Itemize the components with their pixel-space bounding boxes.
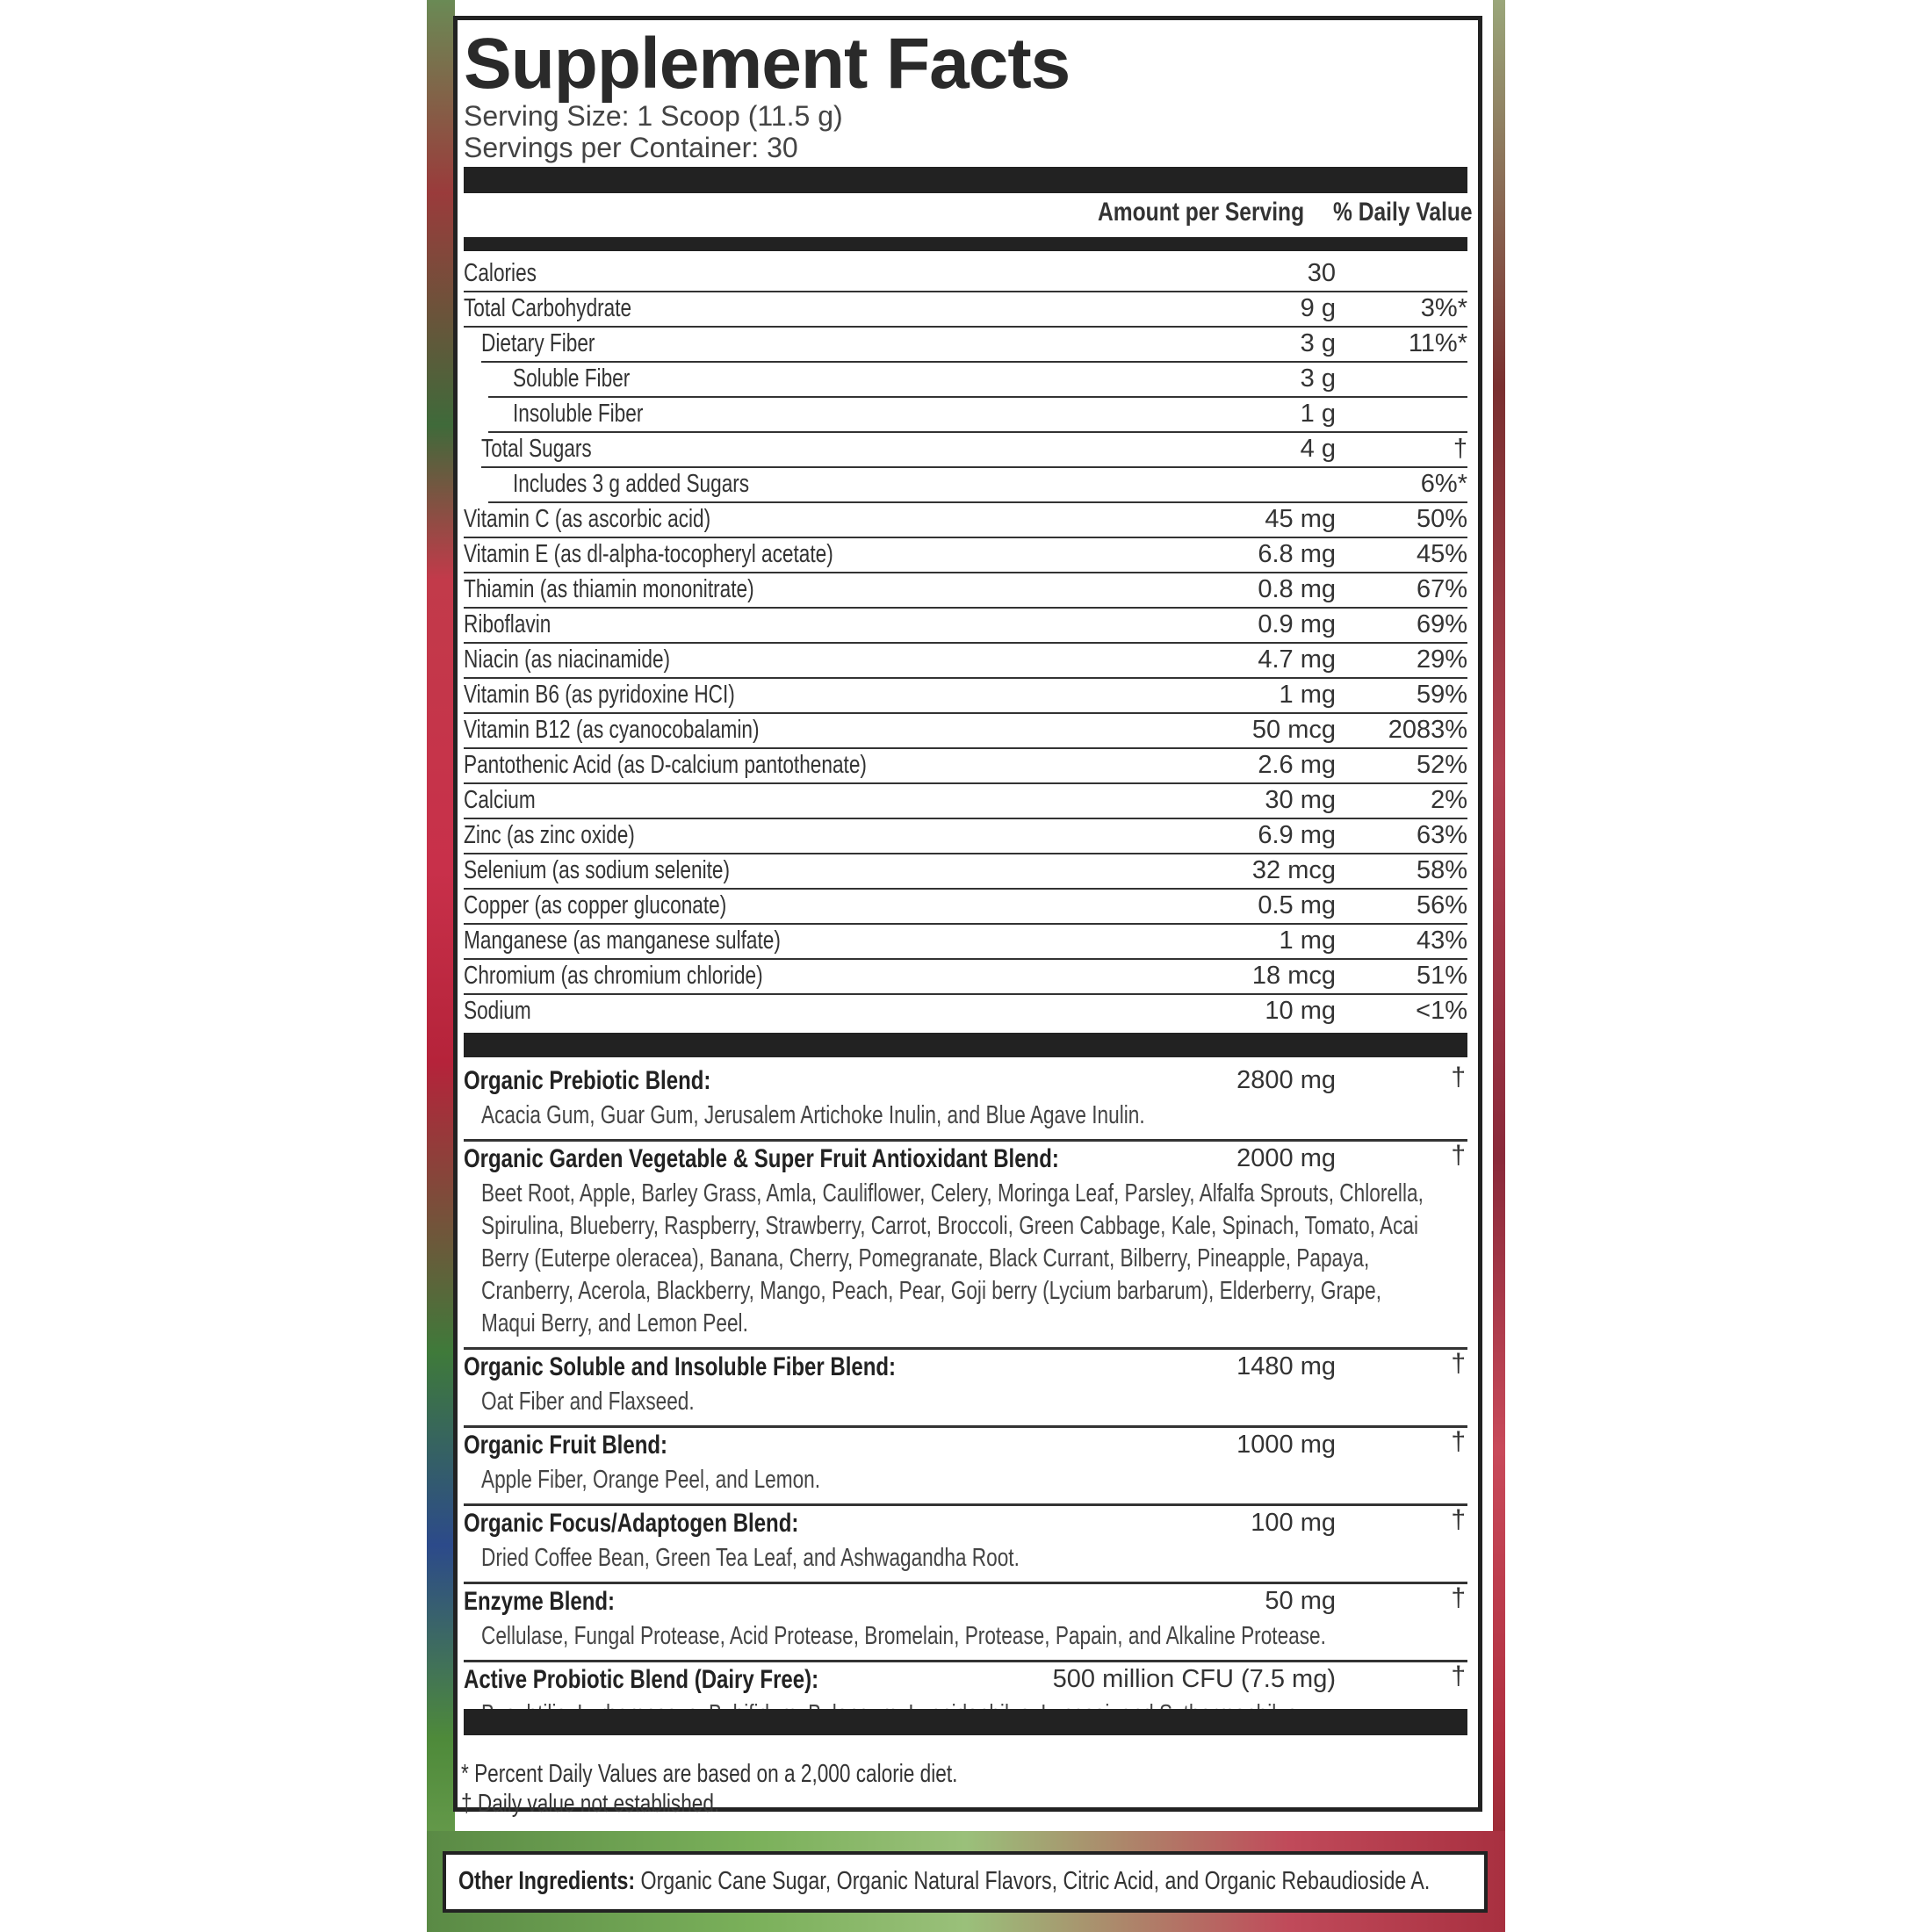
nutrient-daily-value: 59% bbox=[1416, 681, 1467, 709]
blend-name: Organic Garden Vegetable & Super Fruit Antioxidant Blend: bbox=[464, 1144, 1059, 1173]
nutrient-daily-value: 63% bbox=[1416, 821, 1467, 849]
nutrient-row bbox=[464, 853, 1467, 890]
nutrient-amount: 2.6 mg bbox=[1258, 751, 1336, 779]
nutrient-label: Vitamin E (as dl-alpha-tocopheryl acetate) bbox=[464, 540, 833, 568]
blend-name: Organic Prebiotic Blend: bbox=[464, 1066, 711, 1095]
nutrient-label: Vitamin B6 (as pyridoxine HCI) bbox=[464, 681, 735, 709]
amount-header: Amount per Serving bbox=[1098, 198, 1305, 227]
nutrient-daily-value: 67% bbox=[1416, 575, 1467, 603]
nutrient-label: Sodium bbox=[464, 997, 531, 1025]
blend-ingredients: Beet Root, Apple, Barley Grass, Amla, Cauliflower, Celery, Moringa Leaf, Parsley, Alfalfa Sprouts, Chlorella, Spirulina, Blueberry, Raspberry, Strawberry, Carrot, Broccoli, Green Cabbage, Kale, Spinach, Tomato, Acai Berry (Euterpe oleracea), Banana, Cherry, Pomegranate, Black Currant, Bilberry, Pineapple, Papaya, Cranberry, Acerola, Blackberry, Mango, Peach, Pear, Goji berry (Lycium barbarum), Elderberry, Grape, Maqui Berry, and Lemon Peel. bbox=[481, 1179, 1424, 1337]
blend-ingredients: Apple Fiber, Orange Peel, and Lemon. bbox=[481, 1466, 821, 1494]
nutrient-amount: 4.7 mg bbox=[1258, 645, 1336, 674]
nutrient-label: Dietary Fiber bbox=[481, 329, 595, 357]
blend-name: Organic Soluble and Insoluble Fiber Blend: bbox=[464, 1352, 897, 1381]
blend-dagger: † bbox=[1451, 1583, 1466, 1612]
nutrient-row bbox=[464, 291, 1467, 328]
nutrient-label: Thiamin (as thiamin mononitrate) bbox=[464, 575, 754, 603]
blend-row bbox=[464, 1349, 1467, 1428]
nutrient-label: Zinc (as zinc oxide) bbox=[464, 821, 635, 849]
nutrient-row bbox=[464, 642, 1467, 679]
footnote-percent: * Percent Daily Values are based on a 2,000 calorie diet. bbox=[461, 1760, 958, 1788]
nutrient-row bbox=[464, 712, 1467, 749]
nutrient-amount: 0.9 mg bbox=[1258, 610, 1336, 638]
blend-ingredients: Cellulase, Fungal Protease, Acid Protease, Bromelain, Protease, Papain, and Alkaline Protease. bbox=[481, 1622, 1326, 1650]
nutrient-amount: 30 mg bbox=[1265, 786, 1336, 814]
blend-row bbox=[464, 1063, 1467, 1142]
blend-name: Organic Fruit Blend: bbox=[464, 1431, 668, 1460]
blend-dagger: † bbox=[1451, 1427, 1466, 1456]
nutrient-row bbox=[464, 607, 1467, 644]
footnote-dagger: † Daily value not established. bbox=[461, 1790, 720, 1818]
nutrient-label: Niacin (as niacinamide) bbox=[464, 645, 671, 674]
blend-amount: 2800 mg bbox=[1236, 1066, 1336, 1094]
nutrient-daily-value: 69% bbox=[1416, 610, 1467, 638]
blend-name: Active Probiotic Blend (Dairy Free): bbox=[464, 1665, 819, 1694]
nutrient-label: Insoluble Fiber bbox=[513, 400, 644, 428]
blend-dagger: † bbox=[1451, 1141, 1466, 1170]
nutrient-label: Pantothenic Acid (as D-calcium pantothenate) bbox=[464, 751, 867, 779]
panel-title: Supplement Facts bbox=[464, 24, 1071, 104]
nutrient-amount: 3 g bbox=[1300, 364, 1336, 393]
nutrient-row bbox=[464, 572, 1467, 609]
blend-row bbox=[464, 1141, 1467, 1350]
thick-divider-blends bbox=[464, 1033, 1467, 1057]
nutrient-label: Chromium (as chromium chloride) bbox=[464, 962, 763, 990]
blend-amount: 500 million CFU (7.5 mg) bbox=[1052, 1665, 1336, 1693]
nutrient-label: Vitamin C (as ascorbic acid) bbox=[464, 505, 711, 533]
blend-amount: 100 mg bbox=[1251, 1509, 1336, 1537]
nutrient-amount: 18 mcg bbox=[1251, 962, 1336, 990]
nutrient-amount: 0.5 mg bbox=[1258, 891, 1336, 919]
blend-name: Organic Focus/Adaptogen Blend: bbox=[464, 1509, 799, 1538]
servings-per-container: Servings per Container: 30 bbox=[464, 132, 798, 163]
nutrient-label: Includes 3 g added Sugars bbox=[513, 470, 750, 498]
thick-divider-top bbox=[464, 167, 1467, 193]
other-ingredients-label: Other Ingredients: bbox=[458, 1867, 636, 1895]
nutrient-daily-value: 3%* bbox=[1420, 294, 1467, 322]
nutrient-row bbox=[464, 818, 1467, 854]
nutrient-daily-value: 52% bbox=[1416, 751, 1467, 779]
nutrient-label: Vitamin B12 (as cyanocobalamin) bbox=[464, 716, 760, 744]
nutrient-row bbox=[464, 677, 1467, 714]
nutrient-row bbox=[464, 501, 1467, 538]
nutrient-label: Total Sugars bbox=[481, 435, 592, 463]
nutrient-amount: 3 g bbox=[1300, 329, 1336, 357]
blend-amount: 1480 mg bbox=[1236, 1352, 1336, 1381]
divider-header bbox=[464, 237, 1467, 251]
nutrient-row bbox=[488, 466, 1467, 503]
nutrient-label: Copper (as copper gluconate) bbox=[464, 891, 727, 919]
nutrient-row bbox=[464, 537, 1467, 573]
nutrient-amount: 4 g bbox=[1300, 435, 1336, 463]
blend-dagger: † bbox=[1451, 1505, 1466, 1534]
blend-dagger: † bbox=[1451, 1349, 1466, 1378]
thick-divider-bottom bbox=[464, 1709, 1467, 1735]
daily-value-header: % Daily Value bbox=[1333, 198, 1473, 227]
nutrient-daily-value: <1% bbox=[1416, 997, 1467, 1025]
nutrient-daily-value: 51% bbox=[1416, 962, 1467, 990]
blend-row bbox=[464, 1583, 1467, 1662]
background-produce-right bbox=[1493, 0, 1505, 1932]
nutrient-amount: 6.8 mg bbox=[1258, 540, 1336, 568]
blend-dagger: † bbox=[1451, 1063, 1466, 1092]
blend-row bbox=[464, 1427, 1467, 1506]
nutrient-daily-value: 43% bbox=[1416, 926, 1467, 955]
nutrient-amount: 45 mg bbox=[1265, 505, 1336, 533]
nutrient-amount: 1 mg bbox=[1279, 681, 1336, 709]
blend-amount: 50 mg bbox=[1265, 1587, 1336, 1615]
serving-size: Serving Size: 1 Scoop (11.5 g) bbox=[464, 100, 843, 132]
nutrient-daily-value: 2% bbox=[1431, 786, 1467, 814]
nutrient-daily-value: 2083% bbox=[1388, 716, 1467, 744]
nutrient-row bbox=[464, 923, 1467, 960]
nutrient-amount: 1 mg bbox=[1279, 926, 1336, 955]
nutrient-daily-value: 11%* bbox=[1408, 329, 1467, 357]
blend-amount: 2000 mg bbox=[1236, 1144, 1336, 1172]
nutrient-amount: 6.9 mg bbox=[1258, 821, 1336, 849]
background-produce-left bbox=[427, 0, 455, 1932]
nutrient-daily-value: 56% bbox=[1416, 891, 1467, 919]
nutrient-daily-value: † bbox=[1453, 435, 1467, 463]
nutrient-amount: 30 bbox=[1307, 259, 1336, 287]
nutrient-label: Riboflavin bbox=[464, 610, 551, 638]
nutrient-amount: 9 g bbox=[1300, 294, 1336, 322]
blend-ingredients: Oat Fiber and Flaxseed. bbox=[481, 1388, 695, 1416]
nutrient-row bbox=[488, 396, 1467, 433]
nutrient-label: Selenium (as sodium selenite) bbox=[464, 856, 731, 884]
nutrient-row bbox=[464, 747, 1467, 784]
blend-dagger: † bbox=[1451, 1662, 1466, 1690]
nutrient-amount: 0.8 mg bbox=[1258, 575, 1336, 603]
nutrient-row bbox=[464, 993, 1467, 1028]
blend-row bbox=[464, 1505, 1467, 1584]
nutrient-row bbox=[464, 958, 1467, 995]
nutrient-daily-value: 29% bbox=[1416, 645, 1467, 674]
nutrient-row bbox=[464, 256, 1467, 292]
nutrient-daily-value: 50% bbox=[1416, 505, 1467, 533]
nutrient-daily-value: 45% bbox=[1416, 540, 1467, 568]
nutrient-amount: 10 mg bbox=[1265, 997, 1336, 1025]
other-ingredients-text: Organic Cane Sugar, Organic Natural Flavors, Citric Acid, and Organic Rebaudioside A. bbox=[640, 1867, 1431, 1895]
nutrient-amount: 32 mcg bbox=[1251, 856, 1336, 884]
nutrient-row bbox=[488, 361, 1467, 398]
nutrient-label: Manganese (as manganese sulfate) bbox=[464, 926, 781, 955]
nutrient-daily-value: 6%* bbox=[1420, 470, 1467, 498]
blend-amount: 1000 mg bbox=[1236, 1431, 1336, 1459]
nutrient-row bbox=[464, 888, 1467, 925]
blend-ingredients: Acacia Gum, Guar Gum, Jerusalem Artichoke Inulin, and Blue Agave Inulin. bbox=[481, 1101, 1145, 1129]
blend-ingredients: Dried Coffee Bean, Green Tea Leaf, and Ashwagandha Root. bbox=[481, 1544, 1020, 1572]
nutrient-label: Calcium bbox=[464, 786, 536, 814]
nutrient-daily-value: 58% bbox=[1416, 856, 1467, 884]
nutrient-row bbox=[481, 326, 1467, 363]
nutrient-label: Soluble Fiber bbox=[513, 364, 631, 393]
other-ingredients-box bbox=[443, 1851, 1488, 1913]
nutrient-label: Calories bbox=[464, 259, 537, 287]
nutrient-label: Total Carbohydrate bbox=[464, 294, 632, 322]
nutrient-amount: 50 mcg bbox=[1251, 716, 1336, 744]
blend-name: Enzyme Blend: bbox=[464, 1587, 616, 1616]
nutrient-row bbox=[464, 782, 1467, 819]
nutrient-amount: 1 g bbox=[1300, 400, 1336, 428]
nutrient-row bbox=[481, 431, 1467, 468]
